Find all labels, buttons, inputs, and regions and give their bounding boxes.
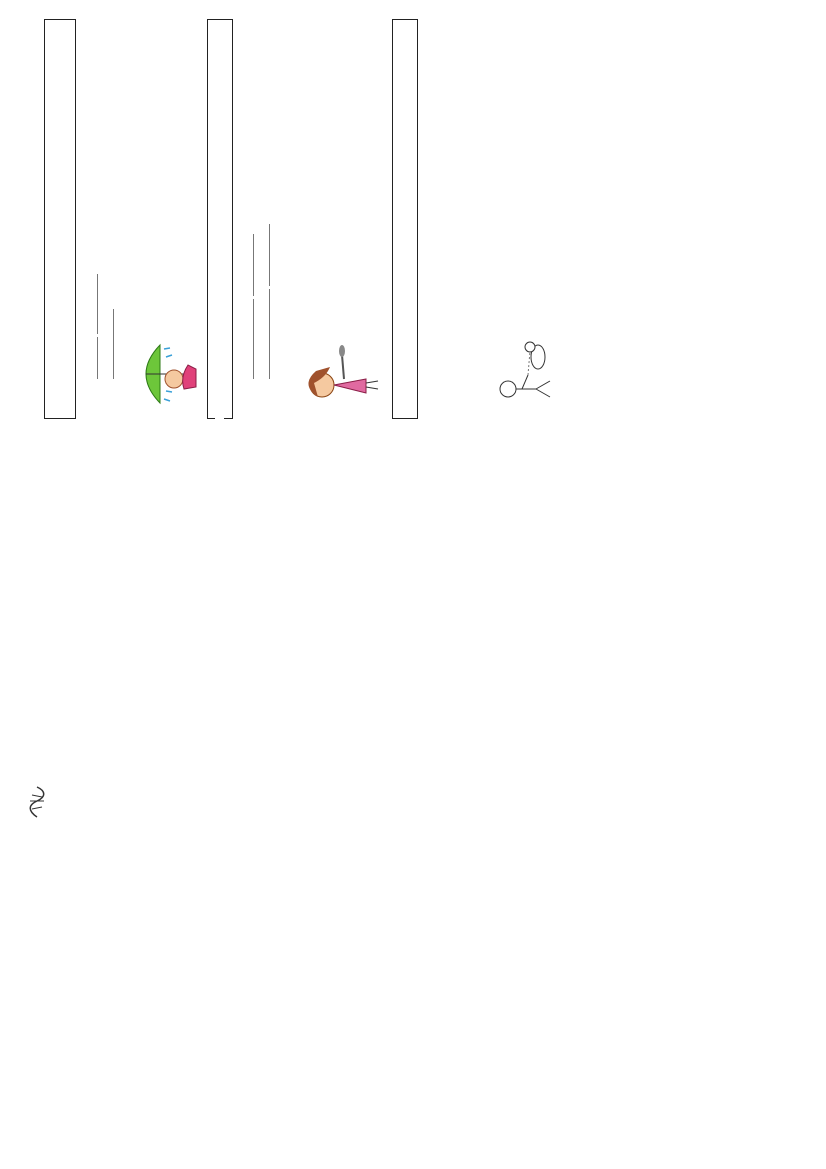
- ex1-line-2: [100, 309, 114, 379]
- man-with-dog-image: [494, 339, 554, 409]
- blank[interactable]: [253, 234, 254, 296]
- exercise-2-heading: [207, 19, 233, 419]
- blank[interactable]: [269, 224, 270, 286]
- ornament-icon: [24, 785, 50, 819]
- blank[interactable]: [269, 289, 270, 379]
- umbrella-person-image: [140, 339, 198, 409]
- blank[interactable]: [97, 337, 98, 379]
- ex1-line-1: [84, 274, 98, 379]
- exercise-3-heading: [392, 19, 418, 419]
- blank[interactable]: [97, 274, 98, 334]
- blank[interactable]: [253, 299, 254, 379]
- woman-cooking-image: [296, 343, 382, 407]
- ex2-line-2: [256, 224, 270, 379]
- blank[interactable]: [113, 309, 114, 379]
- ex2-line-1: [240, 234, 254, 379]
- exercise-1-heading: [44, 19, 76, 419]
